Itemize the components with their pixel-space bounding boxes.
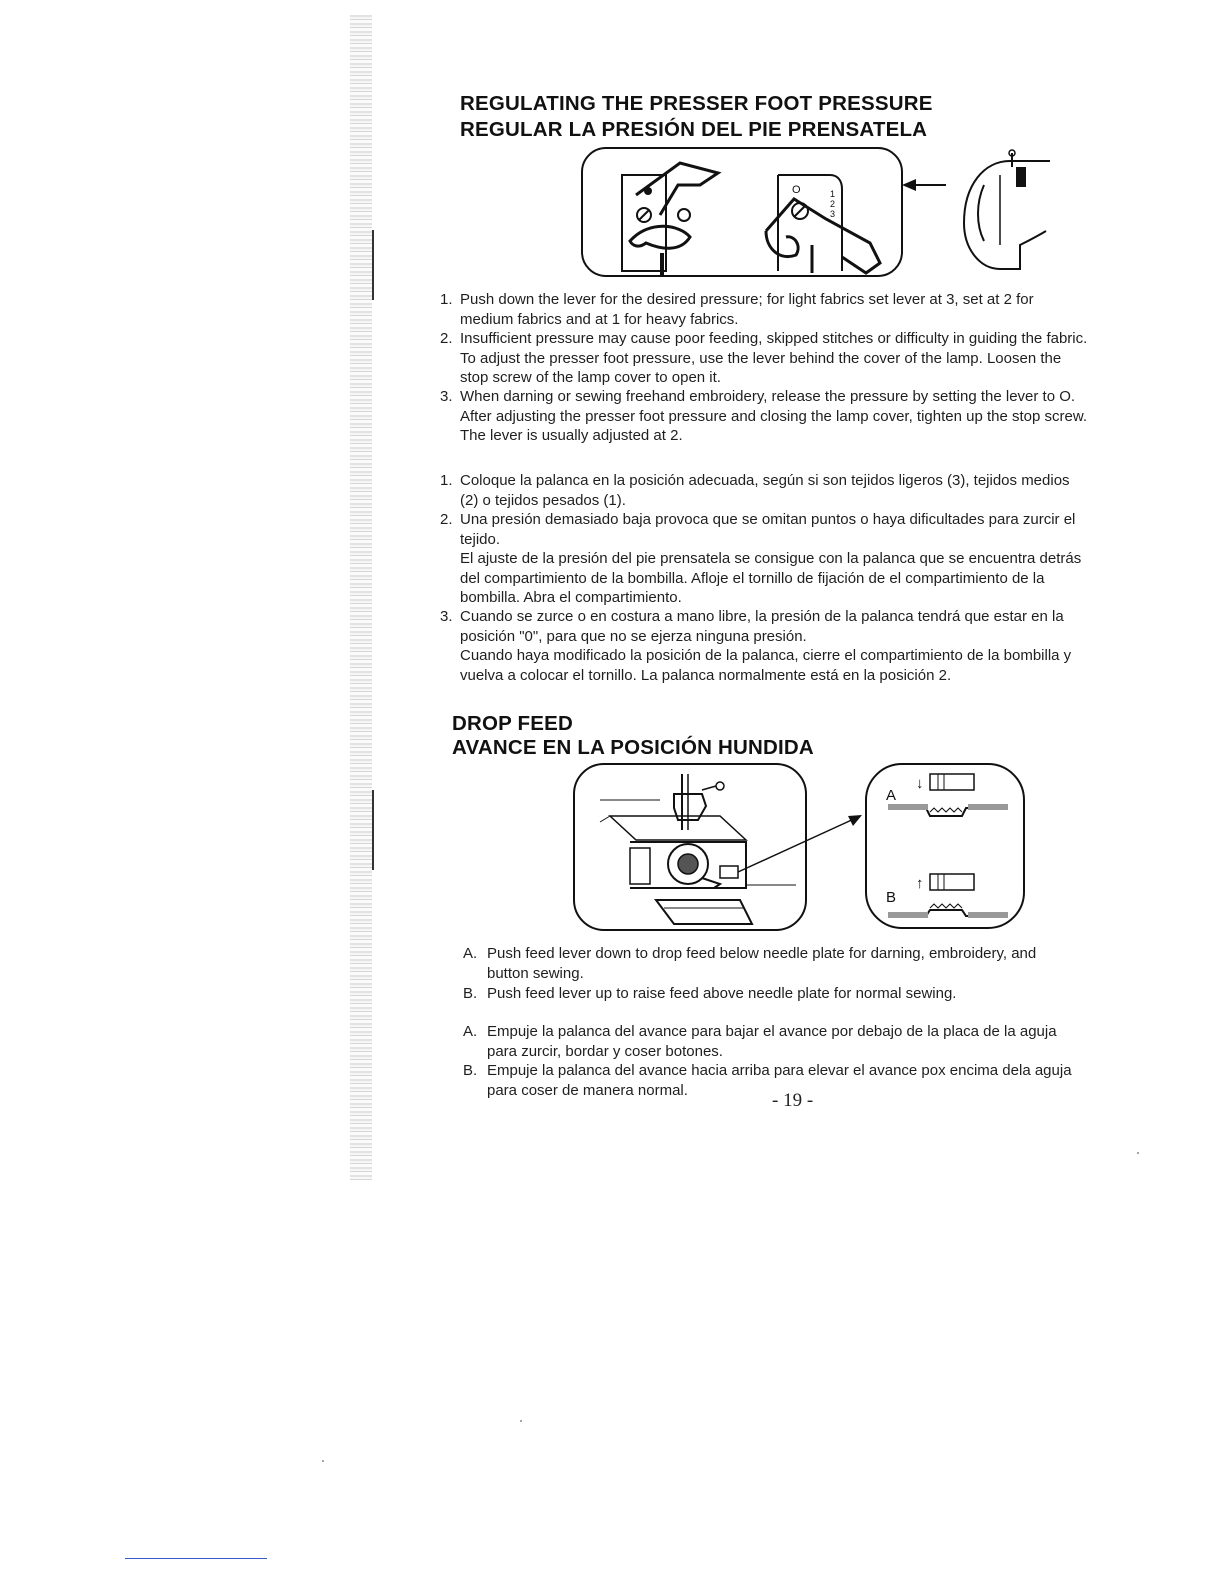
label-two: 2 <box>830 199 836 209</box>
drop-feed-en-item-a: A. Push feed lever down to drop feed below needle plate for darning, embroidery, and button sewing. <box>463 945 1037 982</box>
drop-feed-es-item-b: B. Empuje la palanca del avance hacia arriba para elevar el avance pox encima dela aguja para coser de manera normal. <box>463 1062 1072 1099</box>
label-one: 1 <box>830 189 836 199</box>
presser-en-item-3: 3. When darning or sewing freehand embroidery, release the pressure by setting the lever to O. After adjusting the presser foot pressure and closing the lamp cover, tighten up the stop screw. The lever is usually adjusted at 2. <box>440 388 1088 444</box>
page-number: - 19 - <box>772 1090 814 1111</box>
scan-speck <box>1137 1152 1139 1154</box>
label-three: 3 <box>830 209 836 219</box>
svg-text:↓: ↓ <box>916 775 924 792</box>
label-b: B <box>886 889 897 906</box>
scan-binding-edge <box>350 15 372 1180</box>
drop-feed-en-item-b: B. Push feed lever up to raise feed above needle plate for normal sewing. <box>463 985 957 1002</box>
scan-speck <box>322 1460 324 1462</box>
drop-feed-es-item-a: A. Empuje la palanca del avance para bajar el avance por debajo de la placa de la aguja para zurcir, bordar y coser botones. <box>463 1023 1057 1060</box>
presser-es-item-1: 1. Coloque la palanca en la posición adecuada, según si son tejidos ligeros (3), tejidos medios (2) o tejidos pesados (1). <box>440 472 1070 509</box>
scan-mark <box>372 790 374 870</box>
presser-en-item-1: 1. Push down the lever for the desired pressure; for light fabrics set lever at 3, set at 2 for medium fabrics and at 1 for heavy fabrics. <box>440 291 1034 328</box>
section-title-drop-feed-en: DROP FEED <box>452 712 574 735</box>
section-title-drop-feed-es: AVANCE EN LA POSICIÓN HUNDIDA <box>452 736 814 759</box>
scan-mark <box>372 230 374 300</box>
presser-en-item-2: 2. Insufficient pressure may cause poor feeding, skipped stitches or difficulty in guiding the fabric. To adjust the presser foot pressure, use the lever behind the cover of the lamp. Loosen the stop screw of the lamp cover to open it. <box>440 330 1088 386</box>
presser-es-item-2: 2. Una presión demasiado baja provoca que se omitan puntos o haya dificultades para zurcir el tejido. El ajuste de la presión del pie prensatela se consigue con la palanca que se encuentra detrás del compartimiento de la bombilla. Afloje el tornillo de fijación de el compartimiento de la bombilla. Abra el compartimiento. <box>440 511 1082 606</box>
section-title-presser-foot-es: REGULAR LA PRESIÓN DEL PIE PRENSATELA <box>460 118 928 141</box>
footer-rule <box>125 1558 267 1559</box>
scan-speck <box>520 1420 522 1422</box>
presser-es-item-3: 3. Cuando se zurce o en costura a mano libre, la presión de la palanca tendrá que estar en la posición "0", para que no se ejerza ninguna presión. Cuando haya modificado la posición de la palanca, cierre el compartimiento de la bombilla y vuelva a colocar el tornillo. La palanca normalmente está en la posición 2. <box>440 608 1072 684</box>
drop-feed-figure <box>570 760 1030 935</box>
label-a: A <box>886 787 897 804</box>
label-zero: O <box>792 184 801 196</box>
presser-foot-illustration <box>580 145 1060 280</box>
presser-foot-pressure-figure <box>580 145 1060 280</box>
drop-feed-illustration <box>570 760 1030 935</box>
svg-text:↑: ↑ <box>916 875 924 892</box>
section-title-presser-foot-en: REGULATING THE PRESSER FOOT PRESSURE <box>460 92 933 115</box>
